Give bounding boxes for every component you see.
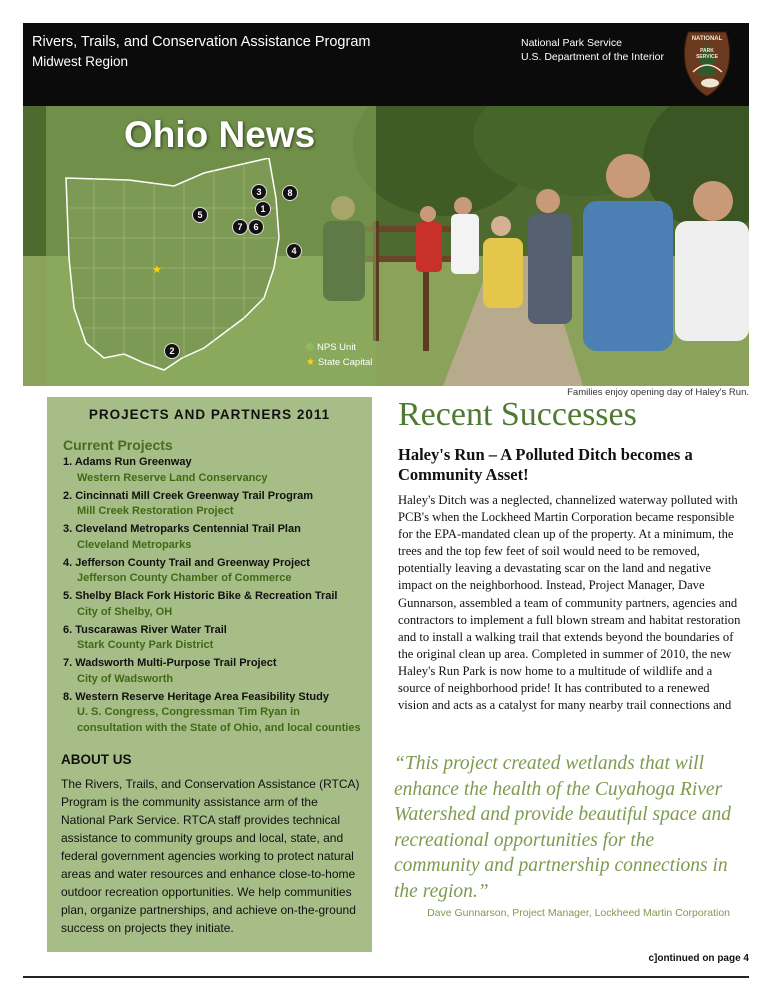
list-item	[63, 489, 363, 520]
map-marker-1: 1	[255, 201, 271, 217]
quote-attribution: Dave Gunnarson, Project Manager, Lockheed Martin Corporation	[427, 907, 730, 919]
map-marker-2: 2	[164, 343, 180, 359]
article-title: Haley's Run – A Polluted Ditch becomes a Community Asset!	[398, 445, 693, 484]
list-item	[63, 623, 363, 654]
project-name: 2. Cincinnati Mill Creek Greenway Trail Program	[63, 489, 314, 502]
map-marker-7: 7	[232, 219, 248, 235]
project-partner: Jefferson County Chamber of Commerce	[77, 572, 292, 584]
footer-divider	[23, 976, 749, 978]
project-list	[63, 455, 363, 739]
state-capital-star-icon: ★	[152, 263, 162, 276]
program-region: Midwest Region	[32, 54, 129, 69]
map-marker-3: 3	[251, 184, 267, 200]
map-marker-8: 8	[282, 185, 298, 201]
project-partner: City of Shelby, OH	[77, 605, 173, 618]
about-us-body: The Rivers, Trails, and Conservation Assistance (RTCA) Program is the community assistance arm of the National Park Service. RTCA staff provides technical assistance to community groups and local, state, and federal government agencies working to protect natural areas and water resources and enhance close-to-home outdoor recreation opportunities. We help communities plan, organize partnerships, and achieve on-the-ground success on projects they initiate.	[61, 777, 360, 935]
project-name: 7. Wadsworth Multi-Purpose Trail Project	[63, 657, 277, 669]
about-us-heading: ABOUT US	[61, 752, 132, 767]
list-item	[63, 522, 363, 553]
star-icon: ★	[306, 357, 315, 368]
logo-text-park: PARK	[700, 48, 714, 54]
pull-quote: “This project created wetlands that will enhance the health of the Cuyahoga River Watershed and provide beautiful space and recreational opportunities for the community and partnership connections in the region.”	[394, 753, 732, 902]
list-item	[63, 656, 363, 687]
project-partner: Mill Creek Restoration Project	[77, 505, 234, 517]
header-bar	[23, 23, 749, 106]
list-item	[63, 556, 363, 587]
projects-sidebar	[47, 397, 372, 952]
project-name: 1. Adams Run Greenway	[63, 456, 192, 468]
project-name: 4. Jefferson County Trail and Greenway Project	[63, 556, 310, 569]
project-partner: Cleveland Metroparks	[77, 538, 192, 551]
recent-successes-heading: Recent Successes	[398, 396, 637, 433]
newsletter-title: Ohio News	[124, 114, 316, 155]
projects-heading: PROJECTS AND PARTNERS 2011	[88, 407, 331, 422]
project-partner: Western Reserve Land Conservancy	[77, 471, 268, 484]
nps-arrowhead-logo	[680, 28, 734, 98]
map-marker-4: 4	[286, 243, 302, 259]
project-partner: Stark County Park District	[77, 639, 214, 651]
agency-department: U.S. Department of the Interior	[521, 51, 664, 63]
hero-photo	[23, 106, 749, 386]
legend-nps-unit	[306, 342, 356, 353]
current-projects-heading: Current Projects	[63, 437, 173, 453]
photo-caption: Families enjoy opening day of Haley's Run.	[567, 387, 749, 398]
nps-unit-dot-icon	[306, 343, 314, 351]
map-marker-5: 5	[192, 207, 208, 223]
project-partner: U. S. Congress, Congressman Tim Ryan in consultation with the State of Ohio, and local counties	[77, 706, 361, 734]
list-item	[63, 589, 363, 620]
legend-state-capital-label: State Capital	[317, 357, 373, 368]
list-item	[63, 455, 363, 486]
agency-name: National Park Service	[521, 37, 622, 49]
ohio-map-panel	[46, 106, 376, 386]
project-name: 3. Cleveland Metroparks Centennial Trail Plan	[63, 523, 301, 535]
logo-text-service: SERVICE	[696, 54, 718, 60]
map-marker-6: 6	[248, 219, 264, 235]
project-name: 8. Western Reserve Heritage Area Feasibility Study	[63, 690, 329, 703]
project-name: 5. Shelby Black Fork Historic Bike & Recreation Trail	[63, 590, 338, 602]
project-partner: City of Wadsworth	[77, 672, 174, 685]
program-title: Rivers, Trails, and Conservation Assistance Program	[32, 34, 371, 50]
list-item	[63, 690, 363, 737]
legend-state-capital	[306, 357, 372, 368]
continued-note: c]ontinued on page 4	[648, 953, 749, 964]
article-body: Haley's Ditch was a neglected, channelized waterway polluted with PCB's when the Lockheed Martin Corporation became responsible for the EPA-mandated clean up of the property. At a minimum, the trees and the top few feet of soil would need to be removed, potentially leaving a devastating scar on the land and negative impact on the neighborhood. Instead, Project Manager, Dave Gunnarson, assembled a team of community partners, agencies and contractors to implement a full blown stream and habitat restoration and to install a walking trail that extends beyond the boundaries of the original clean up area. Completed in summer of 2010, the new Haley's Run Park is now home to a multitude of wildlife and a source of neighborhood pride! It has contributed to a renewed vision and acts as a catalyst for many nearby trail connections and	[398, 493, 741, 713]
logo-text-national: NATIONAL	[691, 36, 723, 42]
project-name: 6. Tuscarawas River Water Trail	[63, 623, 227, 636]
legend-nps-unit-label: NPS Unit	[317, 342, 357, 353]
